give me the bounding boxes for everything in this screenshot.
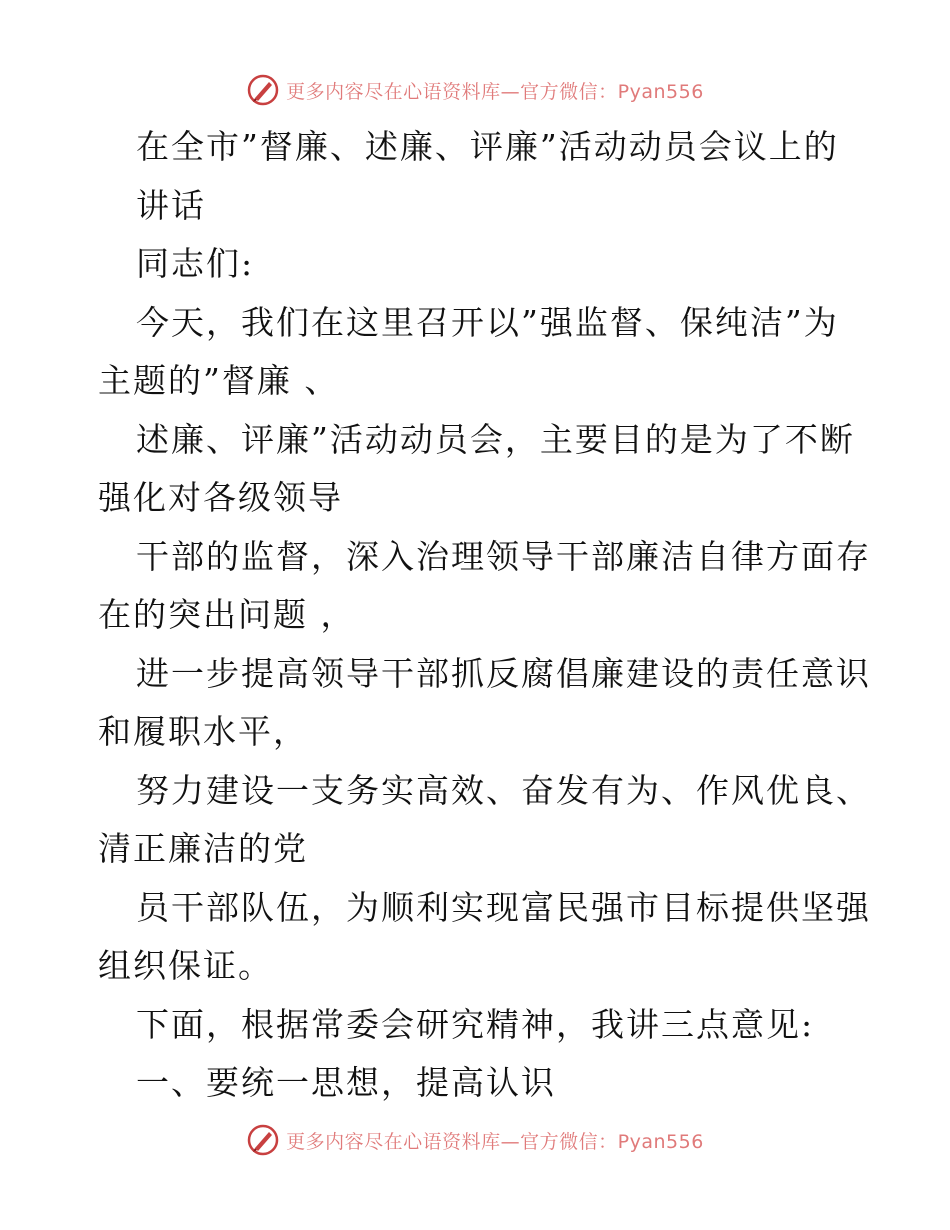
header-watermark xyxy=(0,70,950,110)
doc-line: 同志们: xyxy=(136,244,255,283)
doc-line: 下面，根据常委会研究精神，我讲三点意见: xyxy=(136,1004,815,1044)
doc-line: 和履职水平， xyxy=(98,712,308,751)
watermark-text: 更多内容尽在心语资料库—官方微信：Pyan556 xyxy=(286,1130,704,1153)
footer-watermark xyxy=(0,1120,950,1160)
doc-line: 在全市”督廉、述廉、评廉”活动动员会议上的 xyxy=(136,127,839,166)
doc-line: 努力建设一支务实高效、奋发有为、作风优良、 xyxy=(136,770,871,810)
doc-line: 进一步提高领导干部抓反腐倡廉建设的责任意识 xyxy=(136,653,871,693)
doc-line: 在的突出问题 ， xyxy=(98,595,356,634)
doc-line: 组织保证。 xyxy=(98,946,273,985)
doc-line: 讲话 xyxy=(136,185,206,225)
doc-line: 员干部队伍，为顺利实现富民强市目标提供坚强 xyxy=(136,887,871,927)
doc-line: 述廉、评廉”活动动员会，主要目的是为了不断 xyxy=(136,419,855,459)
doc-line: 强化对各级领导 xyxy=(98,478,343,517)
document-body xyxy=(98,118,871,1113)
doc-line: 一、要统一思想，提高认识 xyxy=(136,1063,556,1102)
doc-line: 清正廉洁的党 xyxy=(98,829,308,868)
doc-line: 干部的监督，深入治理领导干部廉洁自律方面存 xyxy=(136,536,871,576)
watermark-text: 更多内容尽在心语资料库—官方微信：Pyan556 xyxy=(286,80,704,103)
doc-line: 今天，我们在这里召开以”强监督、保纯洁”为 xyxy=(136,302,839,342)
doc-line: 主题的”督廉 、 xyxy=(98,361,340,400)
pen-logo-icon xyxy=(246,73,280,107)
pen-logo-icon xyxy=(246,1123,280,1157)
